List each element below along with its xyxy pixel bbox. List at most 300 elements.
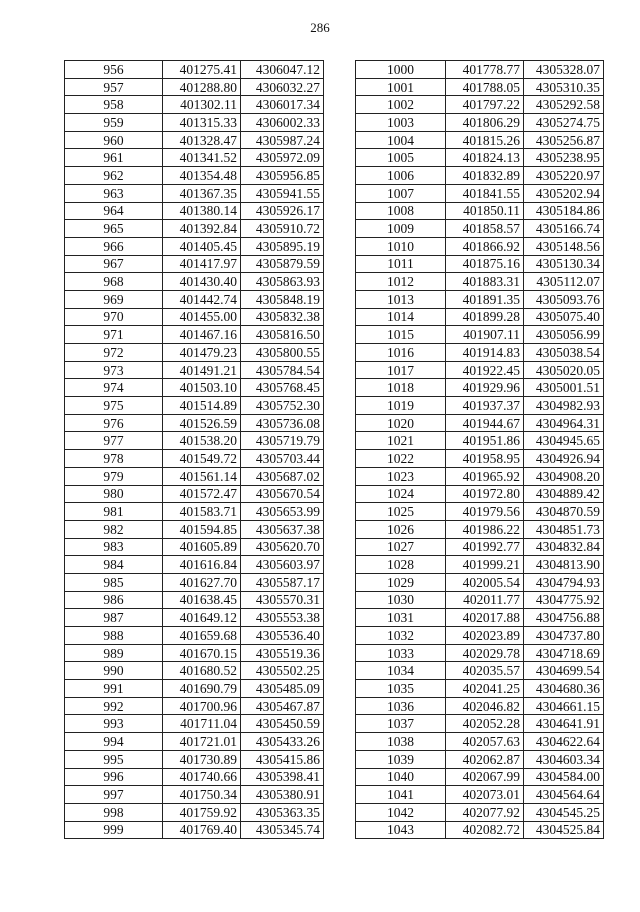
y-coordinate-cell: 4304584.00 [524, 768, 604, 786]
table-row [356, 609, 604, 627]
point-number-cell: 1015 [356, 326, 446, 344]
x-coordinate-cell: 401979.56 [446, 503, 524, 521]
point-number-cell: 1031 [356, 609, 446, 627]
table-row [356, 467, 604, 485]
point-number-cell: 976 [65, 414, 163, 432]
y-coordinate-cell: 4305256.87 [524, 131, 604, 149]
table-row [65, 432, 324, 450]
table-row [356, 61, 604, 79]
x-coordinate-cell: 401430.40 [163, 273, 241, 291]
y-coordinate-cell: 4305380.91 [241, 786, 324, 804]
y-coordinate-cell: 4304718.69 [524, 644, 604, 662]
point-number-cell: 1032 [356, 627, 446, 645]
y-coordinate-cell: 4305166.74 [524, 220, 604, 238]
y-coordinate-cell: 4305292.58 [524, 96, 604, 114]
y-coordinate-cell: 4305450.59 [241, 715, 324, 733]
table-row [65, 220, 324, 238]
x-coordinate-cell: 401740.66 [163, 768, 241, 786]
table-row [65, 821, 324, 839]
table-row [356, 786, 604, 804]
x-coordinate-cell: 401315.33 [163, 114, 241, 132]
x-coordinate-cell: 401561.14 [163, 467, 241, 485]
table-row [356, 573, 604, 591]
point-number-cell: 980 [65, 485, 163, 503]
x-coordinate-cell: 402046.82 [446, 697, 524, 715]
y-coordinate-cell: 4305202.94 [524, 184, 604, 202]
y-coordinate-cell: 4305926.17 [241, 202, 324, 220]
y-coordinate-cell: 4304851.73 [524, 520, 604, 538]
point-number-cell: 1018 [356, 379, 446, 397]
x-coordinate-cell: 402011.77 [446, 591, 524, 609]
x-coordinate-cell: 402073.01 [446, 786, 524, 804]
table-row [65, 591, 324, 609]
point-number-cell: 1041 [356, 786, 446, 804]
y-coordinate-cell: 4305485.09 [241, 680, 324, 698]
y-coordinate-cell: 4305328.07 [524, 61, 604, 79]
point-number-cell: 970 [65, 308, 163, 326]
y-coordinate-cell: 4305184.86 [524, 202, 604, 220]
x-coordinate-cell: 401594.85 [163, 520, 241, 538]
y-coordinate-cell: 4305519.36 [241, 644, 324, 662]
y-coordinate-cell: 4305310.35 [524, 78, 604, 96]
point-number-cell: 1030 [356, 591, 446, 609]
y-coordinate-cell: 4304832.84 [524, 538, 604, 556]
y-coordinate-cell: 4304622.64 [524, 733, 604, 751]
point-number-cell: 995 [65, 750, 163, 768]
point-number-cell: 972 [65, 344, 163, 362]
x-coordinate-cell: 401711.04 [163, 715, 241, 733]
point-number-cell: 971 [65, 326, 163, 344]
point-number-cell: 979 [65, 467, 163, 485]
x-coordinate-cell: 401549.72 [163, 450, 241, 468]
x-coordinate-cell: 401690.79 [163, 680, 241, 698]
table-row [65, 750, 324, 768]
table-row [65, 96, 324, 114]
y-coordinate-cell: 4305687.02 [241, 467, 324, 485]
y-coordinate-cell: 4304603.34 [524, 750, 604, 768]
point-number-cell: 1042 [356, 803, 446, 821]
x-coordinate-cell: 401503.10 [163, 379, 241, 397]
table-row [65, 609, 324, 627]
x-coordinate-cell: 401367.35 [163, 184, 241, 202]
y-coordinate-cell: 4305148.56 [524, 237, 604, 255]
point-number-cell: 963 [65, 184, 163, 202]
table-row [356, 680, 604, 698]
point-number-cell: 1021 [356, 432, 446, 450]
x-coordinate-cell: 401806.29 [446, 114, 524, 132]
point-number-cell: 997 [65, 786, 163, 804]
point-number-cell: 1003 [356, 114, 446, 132]
y-coordinate-cell: 4305653.99 [241, 503, 324, 521]
y-coordinate-cell: 4305703.44 [241, 450, 324, 468]
point-number-cell: 1038 [356, 733, 446, 751]
table-row [356, 308, 604, 326]
y-coordinate-cell: 4305020.05 [524, 361, 604, 379]
point-number-cell: 960 [65, 131, 163, 149]
x-coordinate-cell: 401937.37 [446, 397, 524, 415]
point-number-cell: 1001 [356, 78, 446, 96]
point-number-cell: 988 [65, 627, 163, 645]
y-coordinate-cell: 4305553.38 [241, 609, 324, 627]
point-number-cell: 1035 [356, 680, 446, 698]
table-row [65, 414, 324, 432]
point-number-cell: 984 [65, 556, 163, 574]
table-row [65, 733, 324, 751]
y-coordinate-cell: 4305093.76 [524, 290, 604, 308]
point-number-cell: 1036 [356, 697, 446, 715]
x-coordinate-cell: 401455.00 [163, 308, 241, 326]
table-row [356, 379, 604, 397]
y-coordinate-cell: 4305603.97 [241, 556, 324, 574]
x-coordinate-cell: 401649.12 [163, 609, 241, 627]
point-number-cell: 990 [65, 662, 163, 680]
y-coordinate-cell: 4305038.54 [524, 344, 604, 362]
table-row [356, 344, 604, 362]
y-coordinate-cell: 4305001.51 [524, 379, 604, 397]
x-coordinate-cell: 401797.22 [446, 96, 524, 114]
point-number-cell: 996 [65, 768, 163, 786]
point-number-cell: 1017 [356, 361, 446, 379]
table-row [356, 733, 604, 751]
x-coordinate-cell: 401866.92 [446, 237, 524, 255]
table-row [65, 715, 324, 733]
x-coordinate-cell: 401883.31 [446, 273, 524, 291]
table-row [65, 467, 324, 485]
table-row [65, 680, 324, 698]
y-coordinate-cell: 4305620.70 [241, 538, 324, 556]
table-row [356, 131, 604, 149]
y-coordinate-cell: 4306047.12 [241, 61, 324, 79]
x-coordinate-cell: 401858.57 [446, 220, 524, 238]
y-coordinate-cell: 4304964.31 [524, 414, 604, 432]
x-coordinate-cell: 401616.84 [163, 556, 241, 574]
table-row [65, 202, 324, 220]
table-row [356, 96, 604, 114]
point-number-cell: 1012 [356, 273, 446, 291]
y-coordinate-cell: 4305433.26 [241, 733, 324, 751]
y-coordinate-cell: 4305800.55 [241, 344, 324, 362]
x-coordinate-cell: 401824.13 [446, 149, 524, 167]
point-number-cell: 957 [65, 78, 163, 96]
x-coordinate-cell: 401442.74 [163, 290, 241, 308]
point-number-cell: 1037 [356, 715, 446, 733]
x-coordinate-cell: 401750.34 [163, 786, 241, 804]
table-row [65, 485, 324, 503]
point-number-cell: 962 [65, 167, 163, 185]
point-number-cell: 1002 [356, 96, 446, 114]
y-coordinate-cell: 4305415.86 [241, 750, 324, 768]
table-row [65, 255, 324, 273]
x-coordinate-cell: 401354.48 [163, 167, 241, 185]
x-coordinate-cell: 401721.01 [163, 733, 241, 751]
table-row [65, 573, 324, 591]
point-number-cell: 1007 [356, 184, 446, 202]
x-coordinate-cell: 401999.21 [446, 556, 524, 574]
x-coordinate-cell: 401922.45 [446, 361, 524, 379]
point-number-cell: 985 [65, 573, 163, 591]
x-coordinate-cell: 401815.26 [446, 131, 524, 149]
y-coordinate-cell: 4305863.93 [241, 273, 324, 291]
table-row [356, 591, 604, 609]
page-number: 286 [310, 20, 330, 35]
y-coordinate-cell: 4306002.33 [241, 114, 324, 132]
x-coordinate-cell: 401992.77 [446, 538, 524, 556]
x-coordinate-cell: 401788.05 [446, 78, 524, 96]
y-coordinate-cell: 4304794.93 [524, 573, 604, 591]
x-coordinate-cell: 401659.68 [163, 627, 241, 645]
y-coordinate-cell: 4305736.08 [241, 414, 324, 432]
x-coordinate-cell: 401405.45 [163, 237, 241, 255]
table-row [65, 644, 324, 662]
table-row [356, 290, 604, 308]
x-coordinate-cell: 402082.72 [446, 821, 524, 839]
table-row [65, 662, 324, 680]
y-coordinate-cell: 4305910.72 [241, 220, 324, 238]
table-row [65, 627, 324, 645]
point-number-cell: 999 [65, 821, 163, 839]
x-coordinate-cell: 401730.89 [163, 750, 241, 768]
table-row [356, 78, 604, 96]
table-row [356, 114, 604, 132]
x-coordinate-cell: 401891.35 [446, 290, 524, 308]
table-row [65, 786, 324, 804]
x-coordinate-cell: 401986.22 [446, 520, 524, 538]
x-coordinate-cell: 402029.78 [446, 644, 524, 662]
x-coordinate-cell: 402035.57 [446, 662, 524, 680]
table-row [356, 255, 604, 273]
table-row [356, 237, 604, 255]
y-coordinate-cell: 4305363.35 [241, 803, 324, 821]
y-coordinate-cell: 4304908.20 [524, 467, 604, 485]
x-coordinate-cell: 401638.45 [163, 591, 241, 609]
point-number-cell: 1029 [356, 573, 446, 591]
y-coordinate-cell: 4305502.25 [241, 662, 324, 680]
y-coordinate-cell: 4304813.90 [524, 556, 604, 574]
table-row [356, 768, 604, 786]
y-coordinate-cell: 4305220.97 [524, 167, 604, 185]
y-coordinate-cell: 4305752.30 [241, 397, 324, 415]
y-coordinate-cell: 4305784.54 [241, 361, 324, 379]
table-row [65, 520, 324, 538]
point-number-cell: 982 [65, 520, 163, 538]
point-number-cell: 978 [65, 450, 163, 468]
point-number-cell: 1004 [356, 131, 446, 149]
point-number-cell: 989 [65, 644, 163, 662]
x-coordinate-cell: 402041.25 [446, 680, 524, 698]
y-coordinate-cell: 4304641.91 [524, 715, 604, 733]
table-row [356, 503, 604, 521]
point-number-cell: 968 [65, 273, 163, 291]
y-coordinate-cell: 4304889.42 [524, 485, 604, 503]
point-number-cell: 959 [65, 114, 163, 132]
y-coordinate-cell: 4305467.87 [241, 697, 324, 715]
table-row [356, 821, 604, 839]
point-number-cell: 993 [65, 715, 163, 733]
table-row [65, 379, 324, 397]
x-coordinate-cell: 401288.80 [163, 78, 241, 96]
point-number-cell: 1023 [356, 467, 446, 485]
y-coordinate-cell: 4304525.84 [524, 821, 604, 839]
point-number-cell: 956 [65, 61, 163, 79]
table-row [356, 485, 604, 503]
y-coordinate-cell: 4304945.65 [524, 432, 604, 450]
table-row [65, 149, 324, 167]
table-row [65, 768, 324, 786]
x-coordinate-cell: 401951.86 [446, 432, 524, 450]
x-coordinate-cell: 401965.92 [446, 467, 524, 485]
point-number-cell: 966 [65, 237, 163, 255]
x-coordinate-cell: 402023.89 [446, 627, 524, 645]
x-coordinate-cell: 401572.47 [163, 485, 241, 503]
table-row [356, 184, 604, 202]
point-number-cell: 1024 [356, 485, 446, 503]
x-coordinate-cell: 402017.88 [446, 609, 524, 627]
point-number-cell: 969 [65, 290, 163, 308]
y-coordinate-cell: 4305398.41 [241, 768, 324, 786]
x-coordinate-cell: 402057.63 [446, 733, 524, 751]
table-row [356, 397, 604, 415]
point-number-cell: 973 [65, 361, 163, 379]
x-coordinate-cell: 401417.97 [163, 255, 241, 273]
point-number-cell: 964 [65, 202, 163, 220]
point-number-cell: 1043 [356, 821, 446, 839]
table-row [65, 697, 324, 715]
table-row [356, 803, 604, 821]
y-coordinate-cell: 4305768.45 [241, 379, 324, 397]
point-number-cell: 1039 [356, 750, 446, 768]
y-coordinate-cell: 4304982.93 [524, 397, 604, 415]
table-row [356, 326, 604, 344]
table-row [65, 450, 324, 468]
y-coordinate-cell: 4305274.75 [524, 114, 604, 132]
y-coordinate-cell: 4306032.27 [241, 78, 324, 96]
y-coordinate-cell: 4304699.54 [524, 662, 604, 680]
y-coordinate-cell: 4304775.92 [524, 591, 604, 609]
point-number-cell: 1016 [356, 344, 446, 362]
table-row [65, 61, 324, 79]
point-number-cell: 961 [65, 149, 163, 167]
x-coordinate-cell: 402077.92 [446, 803, 524, 821]
x-coordinate-cell: 401514.89 [163, 397, 241, 415]
y-coordinate-cell: 4304926.94 [524, 450, 604, 468]
table-row [356, 414, 604, 432]
point-number-cell: 1008 [356, 202, 446, 220]
y-coordinate-cell: 4305637.38 [241, 520, 324, 538]
y-coordinate-cell: 4304737.80 [524, 627, 604, 645]
y-coordinate-cell: 4305895.19 [241, 237, 324, 255]
table-row [65, 361, 324, 379]
y-coordinate-cell: 4305570.31 [241, 591, 324, 609]
x-coordinate-cell: 401627.70 [163, 573, 241, 591]
x-coordinate-cell: 401944.67 [446, 414, 524, 432]
point-number-cell: 1033 [356, 644, 446, 662]
point-number-cell: 1026 [356, 520, 446, 538]
x-coordinate-cell: 401328.47 [163, 131, 241, 149]
point-number-cell: 1011 [356, 255, 446, 273]
y-coordinate-cell: 4305130.34 [524, 255, 604, 273]
point-number-cell: 981 [65, 503, 163, 521]
point-number-cell: 1013 [356, 290, 446, 308]
table-row [356, 520, 604, 538]
point-number-cell: 958 [65, 96, 163, 114]
y-coordinate-cell: 4304545.25 [524, 803, 604, 821]
x-coordinate-cell: 401583.71 [163, 503, 241, 521]
x-coordinate-cell: 401914.83 [446, 344, 524, 362]
x-coordinate-cell: 401899.28 [446, 308, 524, 326]
y-coordinate-cell: 4304564.64 [524, 786, 604, 804]
table-row [65, 78, 324, 96]
y-coordinate-cell: 4304756.88 [524, 609, 604, 627]
table-row [65, 273, 324, 291]
point-number-cell: 998 [65, 803, 163, 821]
table-row [65, 308, 324, 326]
x-coordinate-cell: 401778.77 [446, 61, 524, 79]
x-coordinate-cell: 401907.11 [446, 326, 524, 344]
x-coordinate-cell: 401700.96 [163, 697, 241, 715]
y-coordinate-cell: 4304680.36 [524, 680, 604, 698]
x-coordinate-cell: 401605.89 [163, 538, 241, 556]
point-number-cell: 1019 [356, 397, 446, 415]
x-coordinate-cell: 401275.41 [163, 61, 241, 79]
point-number-cell: 1020 [356, 414, 446, 432]
point-number-cell: 1014 [356, 308, 446, 326]
x-coordinate-cell: 401538.20 [163, 432, 241, 450]
x-coordinate-cell: 402062.87 [446, 750, 524, 768]
table-row [65, 167, 324, 185]
y-coordinate-cell: 4305075.40 [524, 308, 604, 326]
y-coordinate-cell: 4305987.24 [241, 131, 324, 149]
table-row [356, 662, 604, 680]
point-number-cell: 994 [65, 733, 163, 751]
table-row [356, 556, 604, 574]
point-number-cell: 975 [65, 397, 163, 415]
table-row [65, 131, 324, 149]
point-number-cell: 1040 [356, 768, 446, 786]
y-coordinate-cell: 4305956.85 [241, 167, 324, 185]
table-row [356, 697, 604, 715]
table-row [65, 538, 324, 556]
point-number-cell: 965 [65, 220, 163, 238]
table-row [65, 556, 324, 574]
y-coordinate-cell: 4305719.79 [241, 432, 324, 450]
table-row [65, 326, 324, 344]
y-coordinate-cell: 4305056.99 [524, 326, 604, 344]
point-number-cell: 987 [65, 609, 163, 627]
x-coordinate-cell: 401958.95 [446, 450, 524, 468]
table-row [65, 184, 324, 202]
y-coordinate-cell: 4305941.55 [241, 184, 324, 202]
coordinates-table-left [64, 60, 324, 839]
table-row [356, 627, 604, 645]
y-coordinate-cell: 4305112.07 [524, 273, 604, 291]
point-number-cell: 974 [65, 379, 163, 397]
x-coordinate-cell: 401670.15 [163, 644, 241, 662]
table-row [356, 538, 604, 556]
point-number-cell: 1000 [356, 61, 446, 79]
point-number-cell: 1010 [356, 237, 446, 255]
y-coordinate-cell: 4305536.40 [241, 627, 324, 645]
y-coordinate-cell: 4304870.59 [524, 503, 604, 521]
x-coordinate-cell: 402052.28 [446, 715, 524, 733]
y-coordinate-cell: 4305832.38 [241, 308, 324, 326]
point-number-cell: 977 [65, 432, 163, 450]
table-row [356, 202, 604, 220]
point-number-cell: 1006 [356, 167, 446, 185]
x-coordinate-cell: 402005.54 [446, 573, 524, 591]
table-row [356, 644, 604, 662]
y-coordinate-cell: 4305816.50 [241, 326, 324, 344]
table-row [356, 167, 604, 185]
